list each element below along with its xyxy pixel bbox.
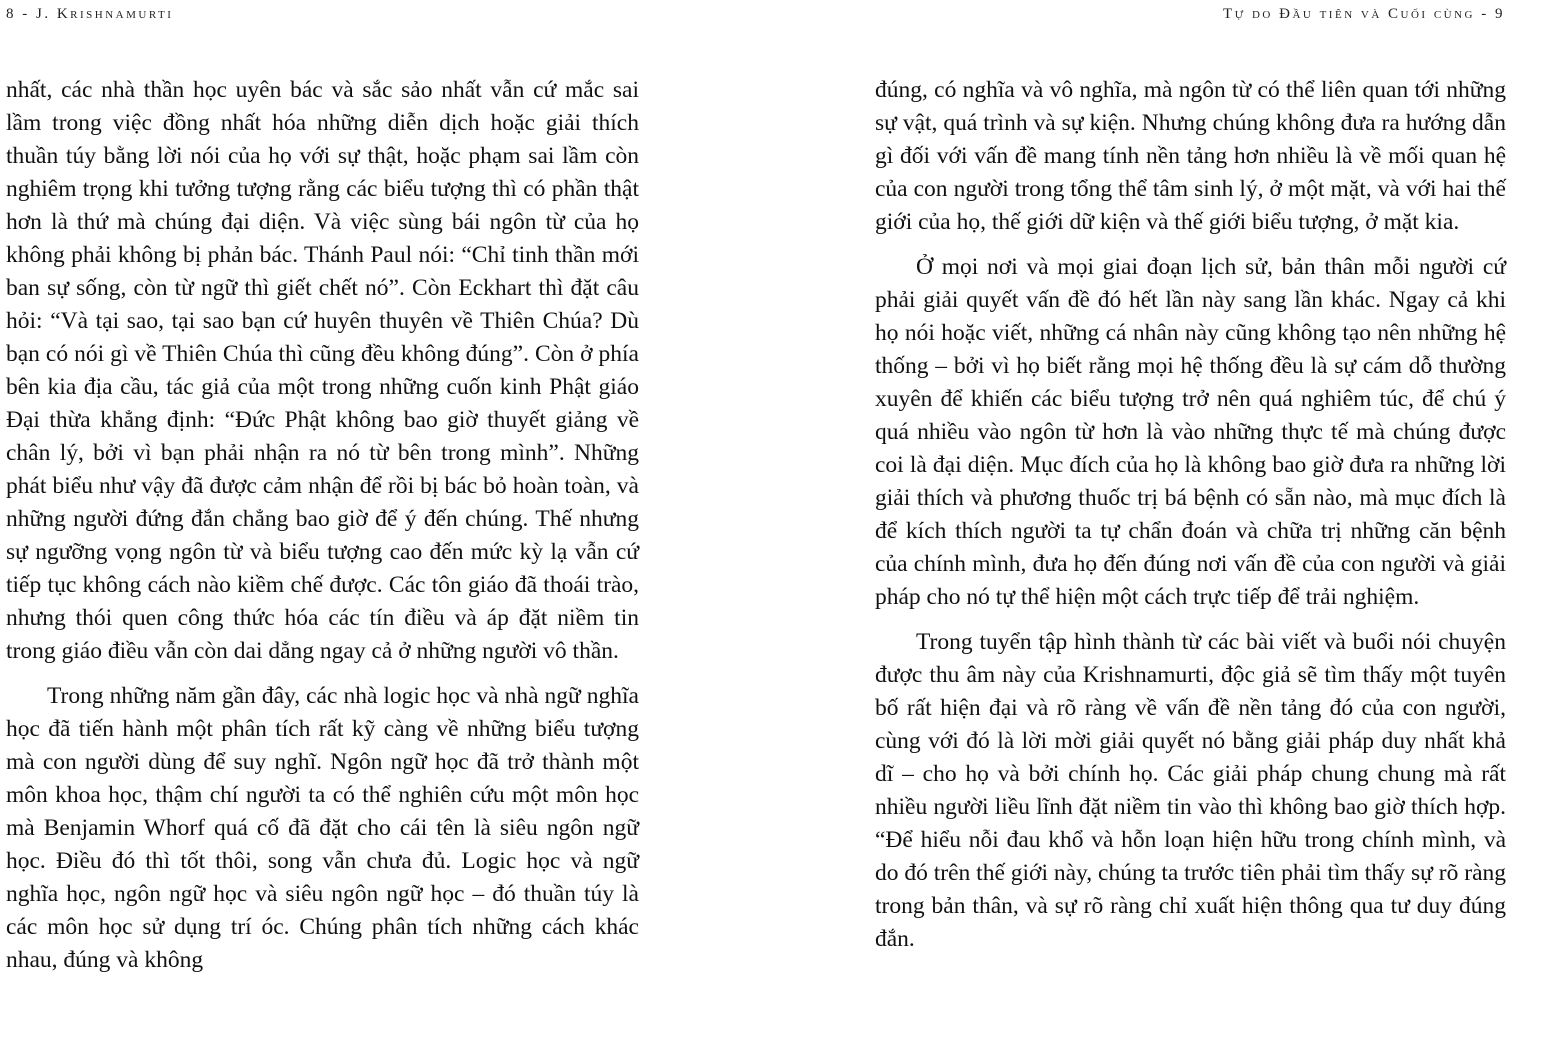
paragraph: nhất, các nhà thần học uyên bác và sắc sảo nhất vẫn cứ mắc sai lầm trong việc đồng nhất hóa những diễn dịch hoặc giải thích thuần túy bằng lời nói của họ với sự thật, hoặc phạm sai lầm còn nghiêm trọng khi tưởng tượng rằng các biểu tượng thì có phần thật hơn là thứ mà chúng đại diện. Và việc sùng bái ngôn từ của họ không phải không bị phản bác. Thánh Paul nói: “Chỉ tinh thần mới ban sự sống, còn từ ngữ thì giết chết nó”. Còn Eckhart thì đặt câu hỏi: “Và tại sao, tại sao bạn cứ huyên thuyên về Thiên Chúa? Dù bạn có nói gì về Thiên Chúa thì cũng đều không đúng”. Còn ở phía bên kia địa cầu, tác giả của một trong những cuốn kinh Phật giáo Đại thừa khẳng định: “Đức Phật không bao giờ thuyết giảng về chân lý, bởi vì bạn phải nhận ra nó từ bên trong mình”. Những phát biểu như vậy đã được cảm nhận để rồi bị bác bỏ hoàn toàn, và những người đứng đắn chẳng bao giờ để ý đến chúng. Thế nhưng sự ngưỡng vọng ngôn từ và biểu tượng cao đến mức kỳ lạ vẫn cứ tiếp tục không cách nào kiềm chế được. Các tôn giáo đã thoái trào, nhưng thói quen công thức hóa các tín điều và áp đặt niềm tin trong giáo điều vẫn còn dai dẳng ngay cả ở những người vô thần. <box>6 77 639 664</box>
running-header-right: Tự do Đầu tiên và Cuối cùng - 9 <box>1223 6 1505 22</box>
paragraph: Ở mọi nơi và mọi giai đoạn lịch sử, bản thân mỗi người cứ phải giải quyết vấn đề đó hết lần này sang lần khác. Ngay cả khi họ nói hoặc viết, những cá nhân này cũng không tạo nên những hệ thống – bởi vì họ biết rằng mọi hệ thống đều là sự cám dỗ thường xuyên để khiến các biểu tượng trở nên quá nghiêm túc, để chú ý quá nhiều vào ngôn từ hơn là vào những thực tế mà chúng được coi là đại diện. Mục đích của họ là không bao giờ đưa ra những lời giải thích và phương thuốc trị bá bệnh có sẵn nào, mà mục đích là để kích thích người ta tự chẩn đoán và chữa trị những căn bệnh của chính mình, đưa họ đến đúng nơi vấn đề của con người và giải pháp cho nó tự thể hiện một cách trực tiếp để trải nghiệm. <box>875 254 1506 610</box>
running-header-left: 8 - J. Krishnamurti <box>6 6 174 22</box>
left-page <box>0 0 770 1045</box>
left-text-column <box>6 74 639 989</box>
right-text-column <box>875 74 1506 968</box>
paragraph: Trong tuyển tập hình thành từ các bài viết và buổi nói chuyện được thu âm này của Krishnamurti, độc giả sẽ tìm thấy một tuyên bố rất hiện đại và rõ ràng về vấn đề nền tảng đó của con người, cùng với đó là lời mời giải quyết nó bằng giải pháp duy nhất khả dĩ – cho họ và bởi chính họ. Các giải pháp chung chung mà rất nhiều người liều lĩnh đặt niềm tin vào thì không bao giờ thích hợp. “Để hiểu nỗi đau khổ và hỗn loạn hiện hữu trong chính mình, và do đó trên thế giới này, chúng ta trước tiên phải tìm thấy sự rõ ràng trong bản thân, và sự rõ ràng chỉ xuất hiện thông qua tư duy đúng đắn. <box>875 629 1506 952</box>
paragraph: Trong những năm gần đây, các nhà logic học và nhà ngữ nghĩa học đã tiến hành một phân tích rất kỹ càng về những biểu tượng mà con người dùng để suy nghĩ. Ngôn ngữ học đã trở thành một môn khoa học, thậm chí người ta có thể nghiên cứu một môn học mà Benjamin Whorf quá cố đã đặt cho cái tên là siêu ngôn ngữ học. Điều đó thì tốt thôi, song vẫn chưa đủ. Logic học và ngữ nghĩa học, ngôn ngữ học và siêu ngôn ngữ học – đó thuần túy là các môn học sử dụng trí óc. Chúng phân tích những cách khác nhau, đúng và không <box>6 683 639 973</box>
right-page <box>770 0 1541 1045</box>
paragraph: đúng, có nghĩa và vô nghĩa, mà ngôn từ có thể liên quan tới những sự vật, quá trình và sự kiện. Nhưng chúng không đưa ra hướng dẫn gì đối với vấn đề mang tính nền tảng hơn nhiều là về mối quan hệ của con người trong tổng thể tâm sinh lý, ở một mặt, và với hai thế giới của họ, thế giới dữ kiện và thế giới biểu tượng, ở mặt kia. <box>875 77 1506 235</box>
